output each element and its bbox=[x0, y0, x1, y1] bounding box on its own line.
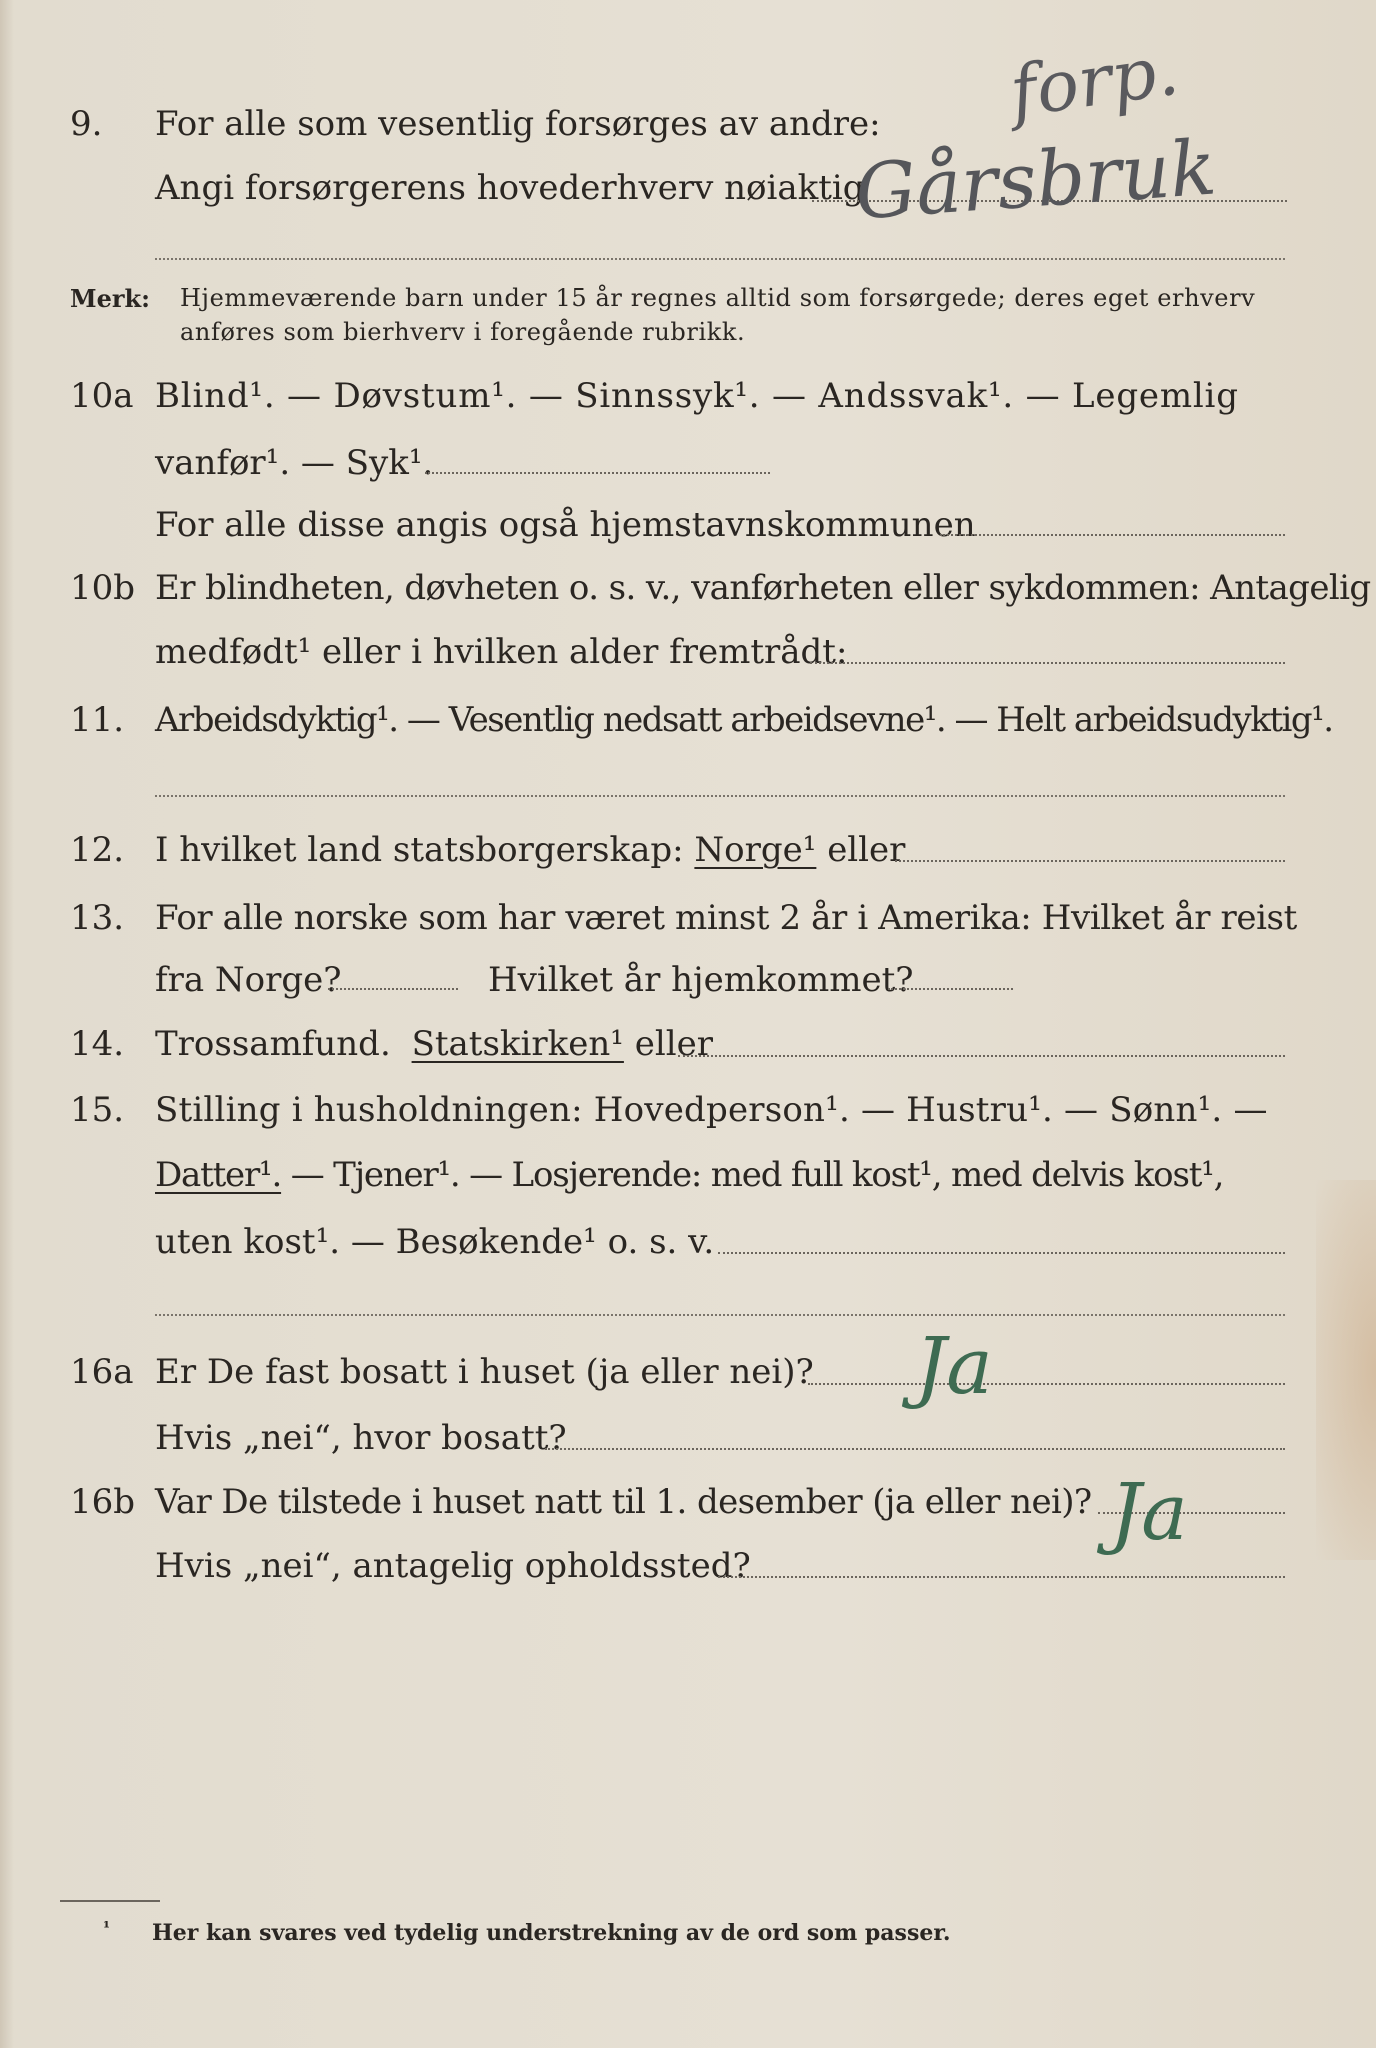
q14-prefix: Trossamfund. bbox=[155, 1024, 391, 1064]
q16b-answer-line2 bbox=[718, 1576, 1285, 1578]
q13-line2a: fra Norge? bbox=[155, 960, 342, 1000]
q16b-line1: Var De tilstede i huset natt til 1. desember (ja eller nei)? bbox=[155, 1482, 1092, 1522]
q12-underlined-answer: Norge¹ bbox=[694, 830, 817, 870]
q16a-handwritten-answer: Ja bbox=[915, 1322, 993, 1412]
q16b-number: 16b bbox=[70, 1482, 136, 1522]
q16a-answer-line1 bbox=[808, 1383, 1285, 1385]
footnote-marker: ¹ bbox=[103, 1918, 111, 1937]
q15-line3: uten kost¹. — Besøkende¹ o. s. v. bbox=[155, 1222, 715, 1262]
q10a-answer-line2 bbox=[940, 534, 1285, 536]
q16a-answer-line2 bbox=[545, 1448, 1285, 1450]
q12-answer-line bbox=[895, 860, 1285, 862]
q16a-line2: Hvis „nei“, hvor bosatt? bbox=[155, 1418, 567, 1458]
q13-number: 13. bbox=[70, 898, 125, 938]
q12-prefix: I hvilket land statsborgerskap: bbox=[155, 830, 684, 870]
q10b-answer-line bbox=[810, 662, 1285, 664]
q13-answer-line2 bbox=[888, 988, 1013, 990]
paper-stain bbox=[1316, 1180, 1376, 1560]
q14-number: 14. bbox=[70, 1024, 125, 1064]
q13-line2b: Hvilket år hjemkommet? bbox=[488, 960, 914, 1000]
q9-extra-line bbox=[155, 258, 1285, 260]
q10a-line3: For alle disse angis også hjemstavnskommunen bbox=[155, 505, 976, 545]
q9-line2: Angi forsørgerens hovederhverv nøiaktig bbox=[155, 168, 865, 208]
footnote-text: Her kan svares ved tydelig understrekning av de ord som passer. bbox=[152, 1920, 951, 1946]
q12-number: 12. bbox=[70, 830, 125, 870]
q10b-number: 10b bbox=[70, 568, 136, 608]
q11-number: 11. bbox=[70, 700, 125, 740]
q10b-line2: medfødt¹ eller i hvilken alder fremtrådt: bbox=[155, 632, 848, 672]
q15-answer-line1 bbox=[718, 1252, 1285, 1254]
q13-line1: For alle norske som har været minst 2 år i Amerika: Hvilket år reist bbox=[155, 898, 1297, 938]
q15-line2 bbox=[155, 1155, 1223, 1195]
footnote-separator bbox=[60, 1900, 160, 1902]
merk-line1: Hjemmeværende barn under 15 år regnes alltid som forsørgede; deres eget erhverv bbox=[180, 284, 1256, 312]
q15-underlined-answer: Datter¹. bbox=[155, 1155, 282, 1195]
q14-line bbox=[155, 1024, 713, 1064]
q11-line1: Arbeidsdyktig¹. — Vesentlig nedsatt arbeidsevne¹. — Helt arbeidsudyktig¹. bbox=[155, 700, 1333, 740]
q10a-line2: vanfør¹. — Syk¹. bbox=[155, 443, 434, 483]
q12-suffix: eller bbox=[827, 830, 906, 870]
q14-suffix: eller bbox=[634, 1024, 713, 1064]
q11-answer-line bbox=[155, 795, 1285, 797]
q15-answer-line2 bbox=[155, 1314, 1285, 1316]
q9-handwritten-note: forp. bbox=[1005, 28, 1184, 134]
q14-answer-line bbox=[678, 1055, 1285, 1057]
q9-handwritten-answer: Gårsbruk bbox=[852, 122, 1220, 237]
q16a-line1: Er De fast bosatt i huset (ja eller nei)? bbox=[155, 1352, 814, 1392]
q10a-answer-line1 bbox=[425, 472, 770, 474]
q15-line1: Stilling i husholdningen: Hovedperson¹. — Hustru¹. — Sønn¹. — bbox=[155, 1090, 1268, 1130]
q15-number: 15. bbox=[70, 1090, 125, 1130]
q10a-line1: Blind¹. — Døvstum¹. — Sinnssyk¹. — Andssvak¹. — Legemlig bbox=[155, 376, 1239, 416]
merk-label: Merk: bbox=[70, 284, 150, 313]
q16b-handwritten-answer: Ja bbox=[1110, 1468, 1188, 1558]
q15-line2-rest: — Tjener¹. — Losjerende: med full kost¹, med delvis kost¹, bbox=[290, 1155, 1224, 1195]
merk-line2: anføres som bierhverv i foregående rubrikk. bbox=[180, 318, 746, 346]
q10a-number: 10a bbox=[70, 376, 134, 416]
q13-answer-line1 bbox=[328, 988, 458, 990]
q14-underlined-answer: Statskirken¹ bbox=[411, 1024, 624, 1064]
q9-line1: For alle som vesentlig forsørges av andre: bbox=[155, 104, 881, 144]
q9-number: 9. bbox=[70, 104, 103, 144]
q16b-line2: Hvis „nei“, antagelig opholdssted? bbox=[155, 1546, 751, 1586]
q10b-line1: Er blindheten, døvheten o. s. v., vanførheten eller sykdommen: Antagelig bbox=[155, 568, 1371, 608]
q12-line bbox=[155, 830, 905, 870]
q16a-number: 16a bbox=[70, 1352, 134, 1392]
